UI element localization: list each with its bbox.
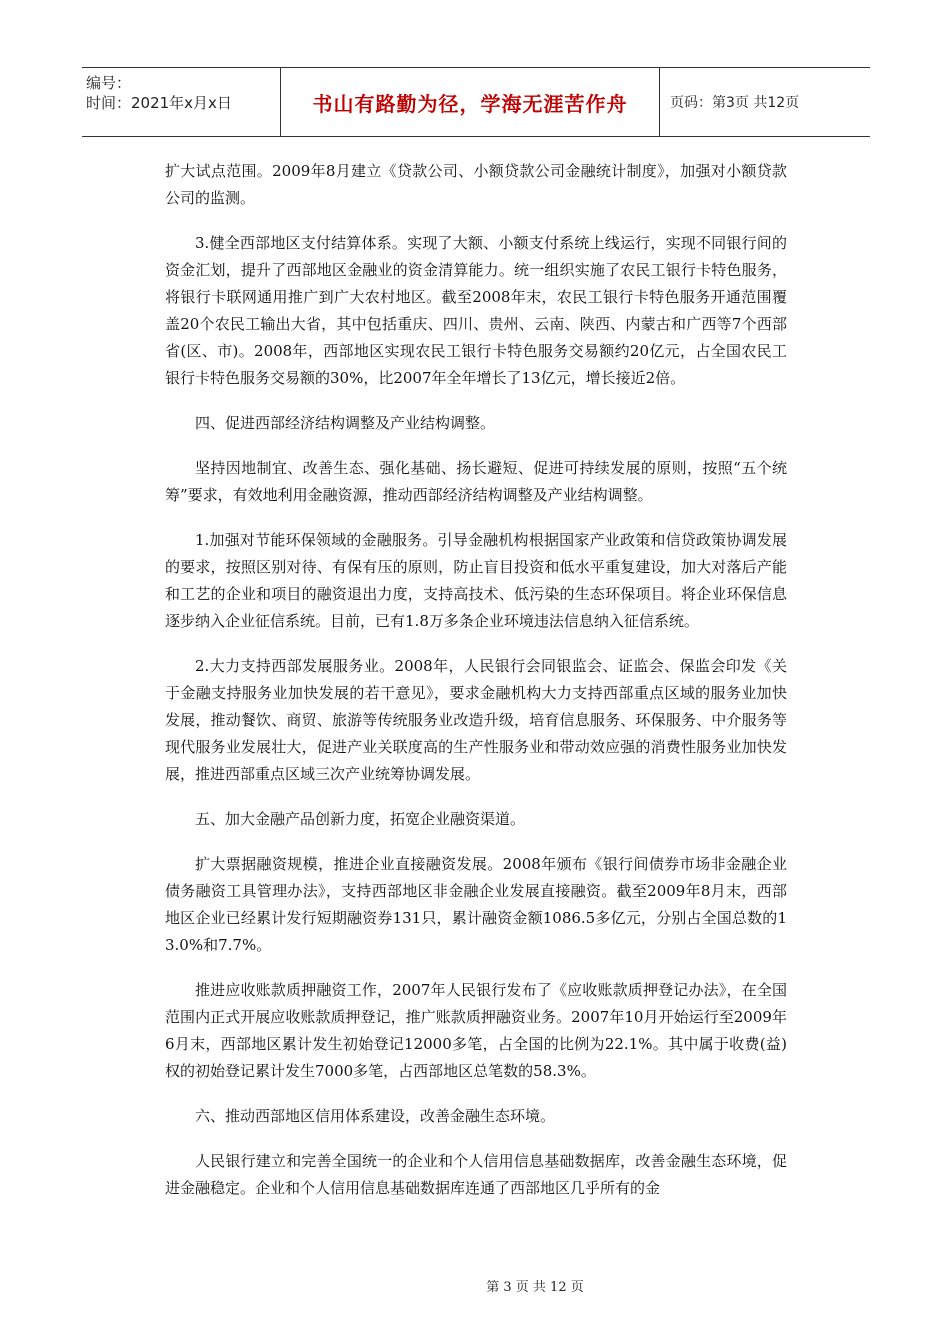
section-heading: 四、促进西部经济结构调整及产业结构调整。	[195, 414, 496, 432]
time-label: 时间：2021年x月x日	[86, 94, 232, 112]
section-heading: 六、推动西部地区信用体系建设，改善金融生态环境。	[195, 1107, 556, 1125]
document-header	[82, 67, 870, 137]
motto-text: 书山有路勤为径，学海无涯苦作舟	[312, 91, 628, 116]
paragraph: 3.健全西部地区支付结算体系。实现了大额、小额支付系统上线运行，实现不同银行间的资金汇划，提升了西部地区金融业的资金清算能力。统一组织实施了农民工银行卡特色服务，将银行卡联网通用推广到广大农村地区。截至2008年末，农民工银行卡特色服务开通范围覆盖20个农民工输出大省，其中包括重庆、四川、贵州、云南、陕西、内蒙古和广西等7个西部省(区、市)。2008年，西部地区实现农民工银行卡特色服务交易额约20亿元，占全国农民工银行卡特色服务交易额的30%，比2007年全年增长了13亿元，增长接近2倍。	[165, 234, 787, 387]
document-body	[165, 158, 787, 1220]
page-info: 页码：第3页 共12页	[670, 95, 800, 111]
paragraph: 人民银行建立和完善全国统一的企业和个人信用信息基础数据库，改善金融生态环境，促进金融稳定。企业和个人信用信息基础数据库连通了西部地区几乎所有的金	[165, 1152, 787, 1197]
paragraph: 1.加强对节能环保领域的金融服务。引导金融机构根据国家产业政策和信贷政策协调发展的要求，按照区别对待、有保有压的原则，防止盲目投资和低水平重复建设，加大对落后产能和工艺的企业和项目的融资退出力度，支持高技术、低污染的生态环保项目。将企业环保信息逐步纳入企业征信系统。目前，已有1.8万多条企业环境违法信息纳入征信系统。	[165, 531, 787, 630]
footer-page-number: 第 3 页 共 12 页	[486, 1280, 584, 1295]
header-left-cell	[82, 68, 281, 136]
number-label: 编号：	[86, 74, 132, 92]
paragraph: 扩大试点范围。2009年8月建立《贷款公司、小额贷款公司金融统计制度》，加强对小额贷款公司的监测。	[165, 162, 787, 207]
paragraph: 坚持因地制宜、改善生态、强化基础、扬长避短、促进可持续发展的原则，按照“五个统筹”要求，有效地利用金融资源，推动西部经济结构调整及产业结构调整。	[165, 459, 787, 504]
page-footer	[0, 1276, 950, 1295]
section-heading: 五、加大金融产品创新力度，拓宽企业融资渠道。	[195, 810, 526, 828]
header-right-cell	[660, 68, 870, 136]
paragraph: 2.大力支持西部发展服务业。2008年，人民银行会同银监会、证监会、保监会印发《关于金融支持服务业加快发展的若干意见》，要求金融机构大力支持西部重点区域的服务业加快发展，推动餐饮、商贸、旅游等传统服务业改造升级，培育信息服务、环保服务、中介服务等现代服务业发展壮大，促进产业关联度高的生产性服务业和带动效应强的消费性服务业加快发展，推进西部重点区域三次产业统筹协调发展。	[165, 657, 787, 783]
header-middle-cell	[281, 68, 660, 136]
paragraph: 推进应收账款质押融资工作，2007年人民银行发布了《应收账款质押登记办法》，在全国范围内正式开展应收账款质押登记，推广账款质押融资业务。2007年10月开始运行至2009年6月末，西部地区累计发生初始登记12000多笔，占全国的比例为22.1%。其中属于收费(益)权的初始登记累计发生7000多笔，占西部地区总笔数的58.3%。	[165, 981, 787, 1080]
paragraph: 扩大票据融资规模，推进企业直接融资发展。2008年颁布《银行间债券市场非金融企业债务融资工具管理办法》，支持西部地区非金融企业发展直接融资。截至2009年8月末，西部地区企业已经累计发行短期融资券131只，累计融资金额1086.5多亿元，分别占全国总数的13.0%和7.7%。	[165, 855, 787, 954]
